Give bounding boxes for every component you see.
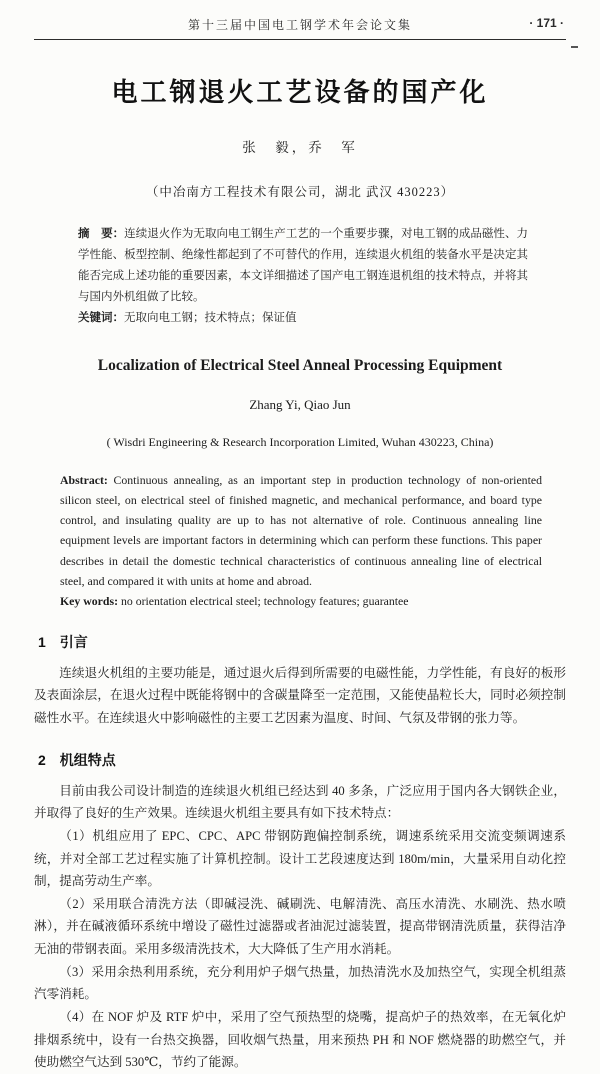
authors-cn: 张 毅，乔 军 (242, 140, 358, 155)
abstract-en-text: Continuous annealing, as an important step in production technology of non-oriented silicon steel, on electrical steel of finished magnetic, and mechanical performance, and board type control, and insulating quality are up to has not alternative of role. Continuous annealing line equipment levels are important factors in determining which can perform these functions. This paper describes in detail the domestic technical characteristics of continuous annealing line of electrical steel, and compared it with units at home and abroad. (60, 472, 542, 589)
paper-title-en: Localization of Electrical Steel Anneal Processing Equipment (97, 356, 503, 374)
keywords-en-label: Key words: (60, 594, 118, 609)
section-2-paragraph: （3）采用余热利用系统，充分利用炉子烟气热量，加热清洗水及加热空气，实现全机组蒸汽零消耗。 (34, 964, 566, 1002)
keywords-cn (78, 308, 528, 329)
section-2-paragraph: （2）采用联合清洗方法（即碱浸洗、碱刷洗、电解清洗、高压水清洗、水刷洗、热水喷淋），并在碱液循环系统中增设了磁性过滤器或者油泥过滤装置，提高带钢清洗质量，获得洁净无油的带钢表面。采用多级清洗技术，大大降低了生产用水消耗。 (34, 896, 566, 957)
keywords-cn-text: 无取向电工钢；技术特点；保证值 (124, 311, 297, 324)
paper-title-cn: 电工钢退火工艺设备的国产化 (111, 78, 489, 107)
keywords-en (60, 591, 542, 611)
abstract-en (60, 470, 542, 592)
abstract-cn (78, 224, 528, 308)
section-2-heading: 2 机组特点 (38, 751, 116, 768)
abstract-en-label: Abstract: (60, 472, 108, 487)
section-1-paragraph: 连续退火机组的主要功能是，通过退火后得到所需要的电磁性能，力学性能，有良好的板形及表面涂层，在退火过程中既能将钢中的含碳量降至一定范围，又能使晶粒长大，同时必须控制磁性水平。在连续退火中影响磁性的主要工艺因素为温度、时间、气氛及带钢的张力等。 (34, 665, 566, 725)
page-number: · 171 · (529, 16, 564, 30)
journal-title: 第十三届中国电工钢学术年会论文集 (187, 18, 412, 32)
authors-en: Zhang Yi, Qiao Jun (249, 396, 351, 412)
section-2-paragraph: 目前由我公司设计制造的连续退火机组已经达到 40 多条，广泛应用于国内各大钢铁企业，并取得了良好的生产效果。连续退火机组主要具有如下技术特点： (34, 783, 566, 821)
abstract-cn-label: 摘 要： (78, 228, 125, 240)
affiliation-cn: （中冶南方工程技术有限公司，湖北 武汉 430223） (145, 185, 455, 199)
section-1-heading: 1 引言 (38, 633, 88, 650)
section-2-paragraph: （1）机组应用了 EPC、CPC、APC 带钢防跑偏控制系统，调速系统采用交流变频调速系统，并对全部工艺过程实施了计算机控制。设计工艺段速度达到 180m/min，大量采用自动化控制，提高劳动生产率。 (34, 828, 566, 889)
section-2-paragraph: （4）在 NOF 炉及 RTF 炉中，采用了空气预热型的烧嘴，提高炉子的热效率，在无氧化炉排烟系统中，设有一台热交换器，回收烟气热量，用来预热 PH 和 NOF 燃烧器的助燃空气，并使助燃空气达到 530℃，节约了能源。 (34, 1010, 566, 1070)
abstract-cn-text: 连续退火作为无取向电工钢生产工艺的一个重要步骤，对电工钢的成品磁性、力学性能、板型控制、绝缘性都起到了不可替代的作用，连续退火机组的装备水平是决定其能否完成上述功能的重要因素，本文详细描述了国产电工钢连退机组的技术特点，并将其与国内外机组做了比较。 (78, 228, 529, 303)
keywords-en-text: no orientation electrical steel; technology features; guarantee (118, 594, 409, 609)
page-header (34, 16, 566, 34)
keywords-cn-label: 关键词： (78, 311, 124, 324)
affiliation-en: ( Wisdri Engineering & Research Incorporation Limited, Wuhan 430223, China) (106, 434, 494, 449)
scan-artifact (571, 46, 578, 48)
header-rule (34, 39, 566, 40)
